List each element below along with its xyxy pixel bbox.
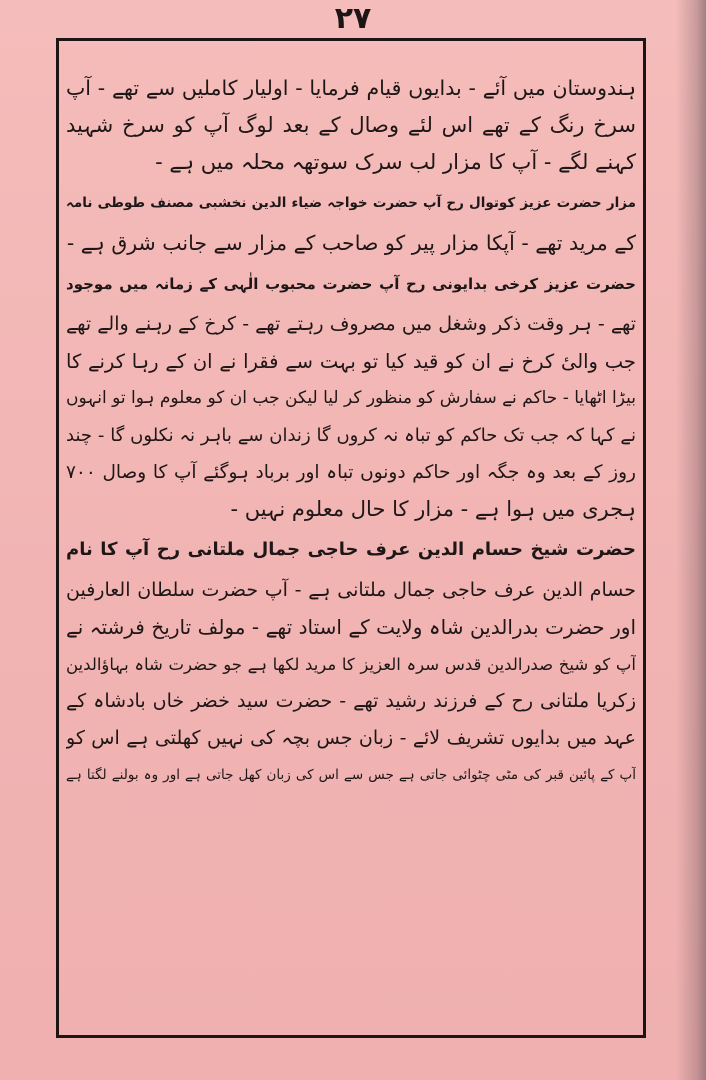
binding-shadow bbox=[676, 0, 706, 1080]
text-line: کے مرید تھے - آپکا مزار پیر کو صاحب کے مزار سے جانب شرق ہے - bbox=[66, 231, 636, 255]
text-line: بیڑا اٹھایا - حاکم نے سفارش کو منظور کر لیا لیکن جب ان کو معلوم ہوا تو انہوں bbox=[66, 388, 636, 408]
section-heading-line: مزار حضرت عزیز کوتوال رح آپ حضرت خواجہ ضیاء الدین نخشبی مصنف طوطی نامہ bbox=[66, 195, 636, 211]
section-heading-line: حضرت عزیز کرخی بدایونی رح آپ حضرت محبوب الٰہی کے زمانہ میں موجود bbox=[66, 275, 636, 293]
section-heading-line: حضرت شیخ حسام الدین عرف حاجی جمال ملتانی رح آپ کا نام bbox=[66, 539, 636, 560]
text-line: روز کے بعد وہ جگہ اور حاکم دونوں تباہ اور برباد ہوگئے آپ کا وصال ۷۰۰ bbox=[66, 462, 636, 483]
text-line: حسام الدین عرف حاجی جمال ملتانی ہے - آپ حضرت سلطان العارفین bbox=[66, 579, 636, 601]
text-line: زکریا ملتانی رح کے فرزند رشید تھے - حضرت سید خضر خاں بادشاہ کے bbox=[66, 690, 636, 712]
text-line: آپ کو شیخ صدرالدین قدس سرہ العزیز کا مرید لکھا ہے جو حضرت شاہ بہاؤالدین bbox=[66, 655, 636, 674]
page-number: ۲۷ bbox=[334, 1, 372, 36]
text-line: نے کہا کہ جب تک حاکم کو تباہ نہ کروں گا زندان سے باہر نہ نکلوں گا - چند bbox=[66, 425, 636, 446]
text-line: عہد میں بدایوں تشریف لائے - زبان جس بچہ کی نہیں کھلتی ہے اس کو bbox=[66, 727, 636, 749]
text-line: تھے - ہر وقت ذکر وشغل میں مصروف رہتے تھے - کرخ کے رہنے والے تھے bbox=[66, 313, 636, 335]
text-line: آپ کے پائین قبر کی مٹی چٹوائی جاتی ہے جس سے اس کی زبان کھل جاتی ہے اور وہ بولنے لگتا ہے bbox=[66, 767, 636, 783]
text-line: سرخ رنگ کے تھے اس لئے وصال کے بعد لوگ آپ کو سرخ شہید bbox=[66, 113, 636, 137]
urdu-text-body bbox=[66, 70, 636, 1030]
text-line: ہندوستان میں آئے - بدایوں قیام فرمایا - اولیار کاملیں سے تھے - آپ bbox=[66, 76, 636, 100]
text-line: کہنے لگے - آپ کا مزار لب سرک سوتھہ محلہ میں ہے - bbox=[155, 150, 636, 174]
text-line: ہجری میں ہوا ہے - مزار کا حال معلوم نہیں - bbox=[230, 497, 636, 521]
text-line: جب والیٔ کرخ نے ان کو قید کیا تو بہت سے فقرا نے ان کے رہا کرنے کا bbox=[66, 350, 636, 373]
text-line: اور حضرت بدرالدین شاہ ولایت کے استاد تھے - مولف تاریخ فرشتہ نے bbox=[66, 615, 636, 639]
